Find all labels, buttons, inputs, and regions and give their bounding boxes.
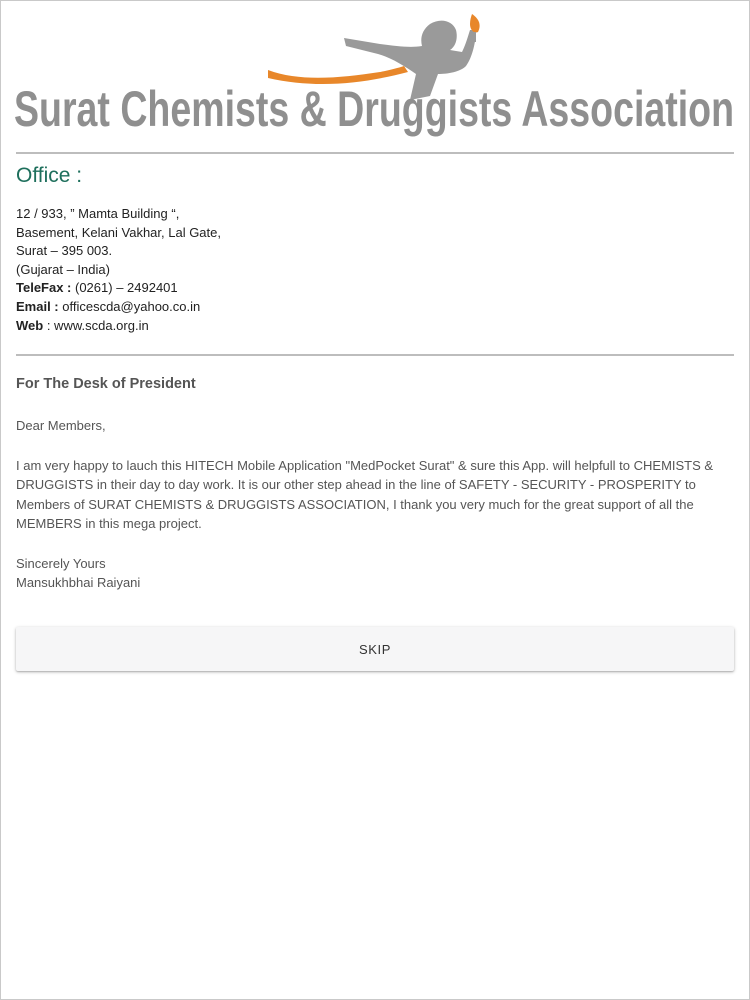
email-label: Email : (16, 298, 59, 314)
president-letter (16, 416, 734, 593)
letter-signature: Mansukhbhai Raiyani (16, 575, 141, 590)
association-name-wordmark (14, 76, 736, 140)
web-label: Web (16, 317, 44, 333)
telefax-row (16, 279, 221, 298)
skip-button[interactable]: SKIP (16, 627, 734, 671)
letter-greeting: Dear Members, (16, 418, 106, 433)
telefax-value[interactable]: (0261) – 2492401 (71, 280, 178, 296)
address-line-4: (Gujarat – India) (16, 261, 110, 277)
telefax-label: TeleFax : (16, 280, 72, 296)
office-heading: Office : (16, 164, 83, 187)
office-address (16, 205, 221, 335)
letter-closing: Sincerely Yours (16, 555, 106, 571)
email-row (16, 298, 221, 317)
address-line-3: Surat – 395 003. (16, 243, 113, 259)
letter-body: I am very happy to lauch this HITECH Mobile Application "MedPocket Surat" & sure this App. will helpfull to CHEMISTS & DRUGGISTS in their day to day work. It is our other step ahead in the line of SAFETY - SECURITY - PROSPERITY to Members of SURAT CHEMISTS & DRUGGISTS ASSOCIATION, I thank you very much for the great support of all the MEMBERS in this mega project. (16, 457, 714, 531)
address-line-1: 12 / 933, ” Mamta Building “, (16, 206, 180, 221)
top-divider (16, 152, 734, 154)
middle-divider (16, 354, 734, 356)
association-logo (0, 0, 750, 150)
web-row (16, 317, 221, 336)
logo-text: Surat Chemists & Druggists Association (14, 81, 734, 137)
web-value[interactable]: : www.scda.org.in (43, 317, 149, 333)
address-line-2: Basement, Kelani Vakhar, Lal Gate, (16, 224, 221, 240)
email-value[interactable]: officescda@yahoo.co.in (58, 298, 201, 314)
president-desk-heading: For The Desk of President (16, 376, 196, 392)
